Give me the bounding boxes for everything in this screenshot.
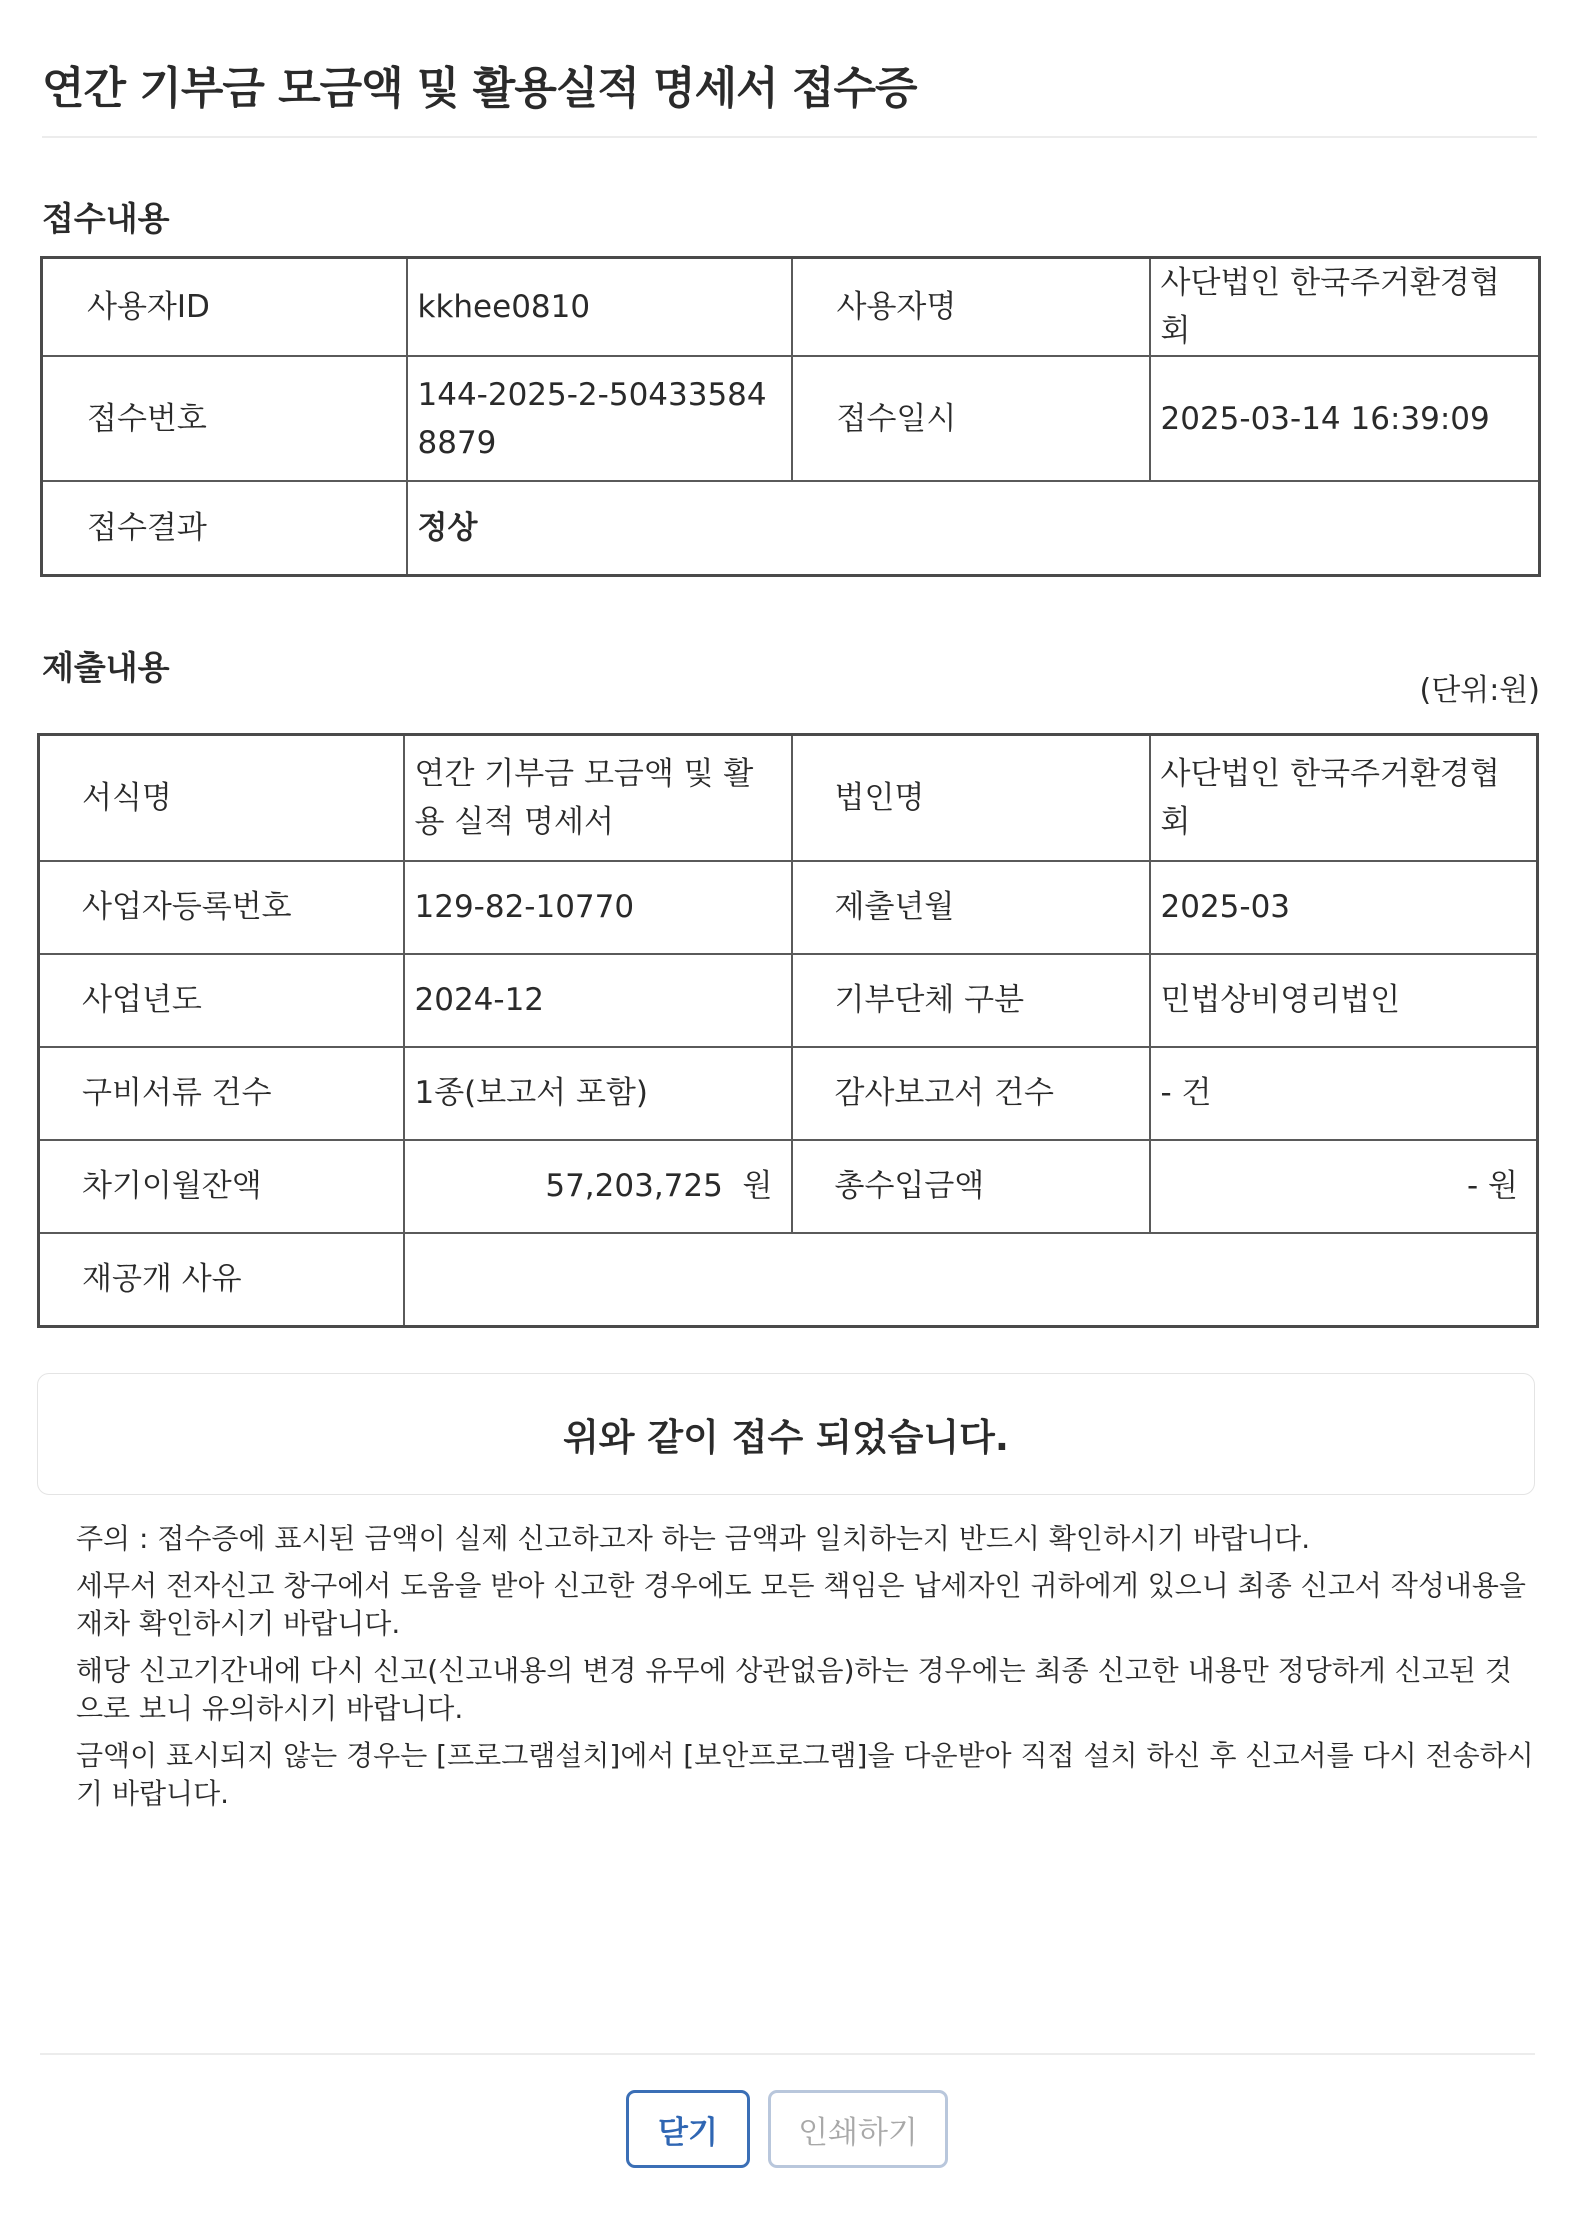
bottom-divider [40,2053,1535,2055]
submission-month-value: 2025-03 [1150,861,1538,954]
total-income-label: 총수입금액 [792,1140,1150,1233]
receipt-info-table [40,256,1541,577]
receipt-section-heading: 접수내용 [42,199,170,238]
carryover-balance-label: 차기이월잔액 [39,1140,404,1233]
table-row [42,481,1540,575]
table-row [39,861,1538,954]
note-item: 주의 : 접수증에 표시된 금액이 실제 신고하고자 하는 금액과 일치하는지 반드시 확인하시기 바랍니다. [76,1522,1311,1555]
receipt-result-value: 정상 [407,481,1540,575]
user-name-value: 사단법인 한국주거환경협회 [1150,258,1540,357]
total-income-value: - 원 [1150,1140,1538,1233]
note-item: 해당 신고기간내에 다시 신고(신고내용의 변경 유무에 상관없음)하는 경우에는 최종 신고한 내용만 정당하게 신고된 것으로 보니 유의하시기 바랍니다. [76,1654,1512,1725]
note-item: 금액이 표시되지 않는 경우는 [프로그램설치]에서 [보안프로그램]을 다운받아 직접 설치 하신 후 신고서를 다시 전송하시기 바랍니다. [76,1739,1534,1810]
business-year-label: 사업년도 [39,954,404,1047]
corporation-name-label: 법인명 [792,735,1150,861]
close-button[interactable]: 닫기 [626,2090,750,2168]
table-row [39,1140,1538,1233]
submission-info-table [37,733,1539,1328]
audit-report-count-label: 감사보고서 건수 [792,1047,1150,1140]
title-divider [42,136,1537,138]
table-row [39,735,1538,861]
receipt-datetime-value: 2025-03-14 16:39:09 [1150,356,1540,481]
table-row [42,356,1540,481]
receipt-result-label: 접수결과 [42,481,407,575]
table-row [39,1233,1538,1327]
carryover-balance-value: 57,203,725 원 [404,1140,792,1233]
submission-month-label: 제출년월 [792,861,1150,954]
business-year-value: 2024-12 [404,954,792,1047]
donation-org-type-label: 기부단체 구분 [792,954,1150,1047]
receipt-number-value: 144-2025-2-50433584 8879 [407,356,792,481]
receipt-complete-notice: 위와 같이 접수 되었습니다. [37,1373,1535,1495]
attached-docs-count-label: 구비서류 건수 [39,1047,404,1140]
business-reg-number-label: 사업자등록번호 [39,861,404,954]
corporation-name-value: 사단법인 한국주거환경협회 [1150,735,1538,861]
unit-label: (단위:원) [1419,673,1540,708]
submission-section-heading: 제출내용 [42,648,170,687]
attached-docs-count-value: 1종(보고서 포함) [404,1047,792,1140]
notes-list [76,1520,1536,1822]
reopen-reason-value [404,1233,1538,1327]
form-name-label: 서식명 [39,735,404,861]
receipt-datetime-label: 접수일시 [792,356,1150,481]
note-item: 세무서 전자신고 창구에서 도움을 받아 신고한 경우에도 모든 책임은 납세자인 귀하에게 있으니 최종 신고서 작성내용을 재차 확인하시기 바랍니다. [76,1569,1526,1640]
receipt-number-label: 접수번호 [42,356,407,481]
reopen-reason-label: 재공개 사유 [39,1233,404,1327]
donation-org-type-value: 민법상비영리법인 [1150,954,1538,1047]
audit-report-count-value: - 건 [1150,1047,1538,1140]
form-name-value: 연간 기부금 모금액 및 활용 실적 명세서 [404,735,792,861]
user-id-value: kkhee0810 [407,258,792,357]
print-button[interactable]: 인쇄하기 [768,2090,948,2168]
business-reg-number-value: 129-82-10770 [404,861,792,954]
user-name-label: 사용자명 [792,258,1150,357]
table-row [39,954,1538,1047]
page-title: 연간 기부금 모금액 및 활용실적 명세서 접수증 [42,63,917,114]
table-row [39,1047,1538,1140]
table-row [42,258,1540,357]
user-id-label: 사용자ID [42,258,407,357]
